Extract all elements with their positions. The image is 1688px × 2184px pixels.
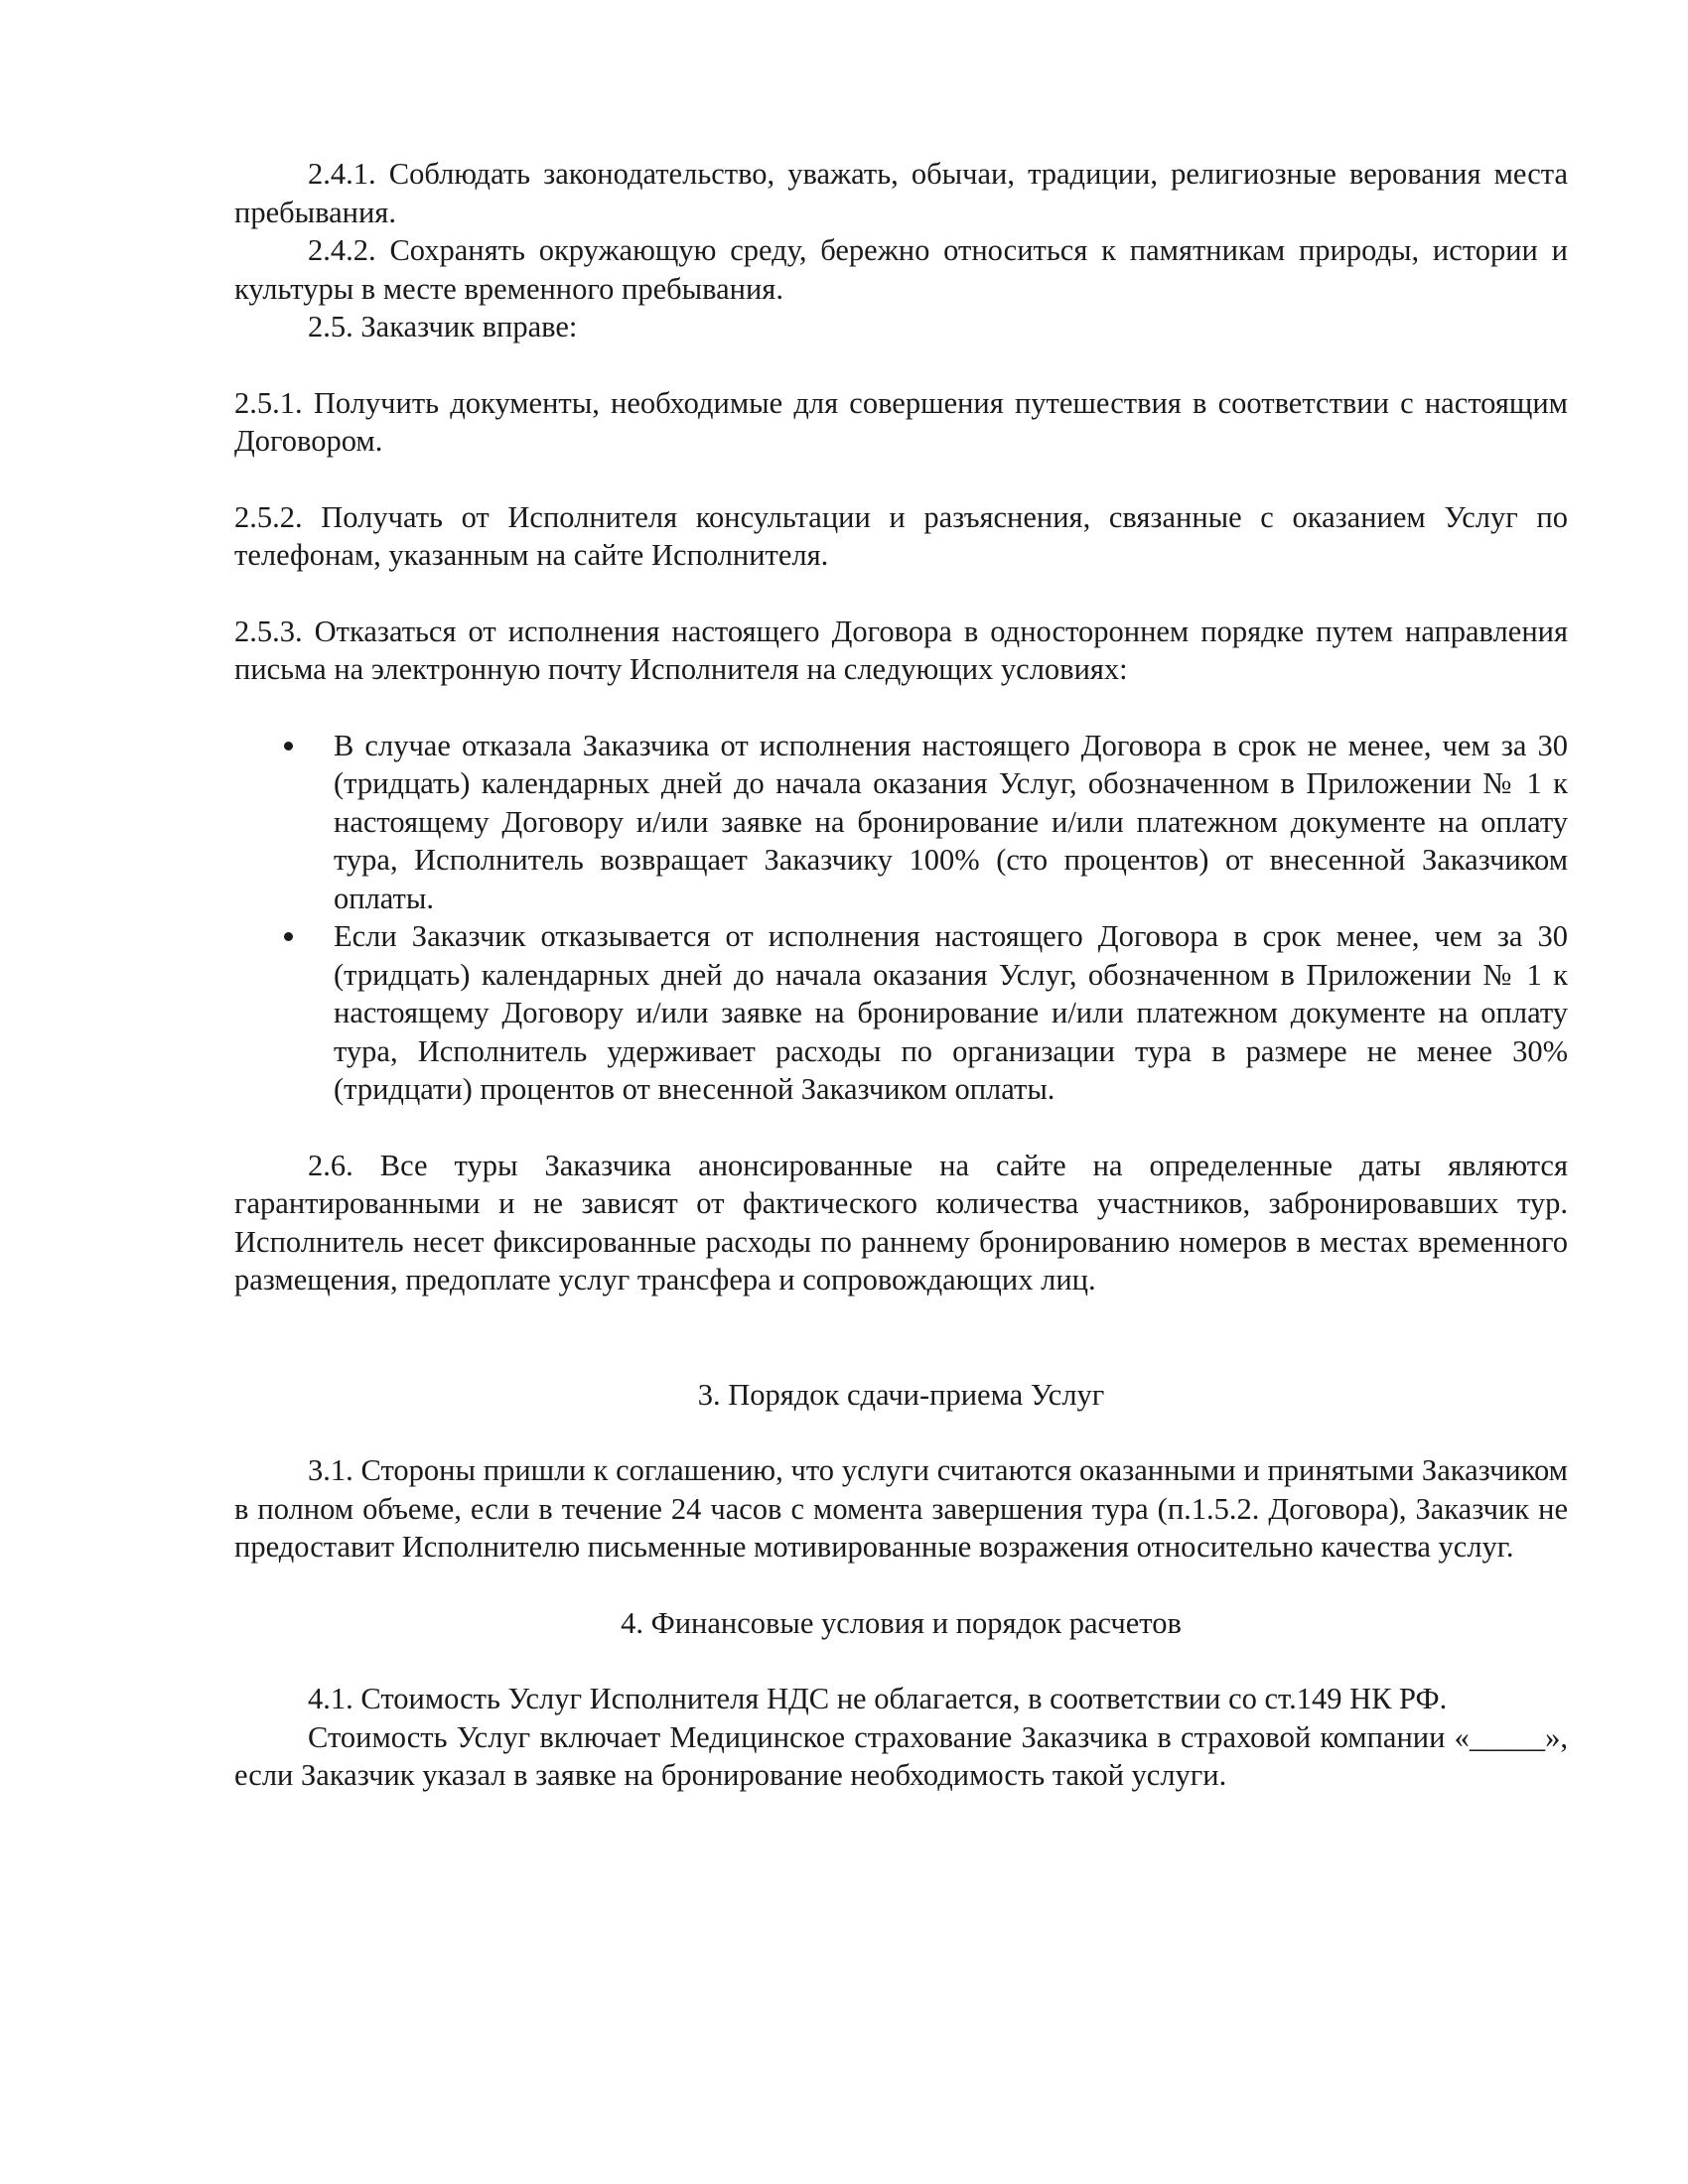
clause-4-1-insurance: Стоимость Услуг включает Медицинское страхование Заказчика в страховой компании «_____», если Заказчик указал в заявке на бронирование необходимость такой услуги. [234, 1719, 1568, 1792]
clause-2-6: 2.6. Все туры Заказчика анонсированные на сайте на определенные даты являются гарантированными и не зависят от фактического количества участников, забронировавших тур. Исполнитель несет фиксированные расходы по раннему бронированию номеров в местах временного размещения, предоплате услуг трансфера и сопровождающих лиц. [234, 1148, 1568, 1297]
list-item-text: В случае отказала Заказчика от исполнения настоящего Договора в срок не менее, чем за 30 (тридцать) календарных дней до начала оказания Услуг, обозначенном в Приложении № 1 к настоящему Договору и/или заявке на бронирование и/или платежном документе на оплату тура, Исполнитель возвращает Заказчику 100% (сто процентов) от внесенной Заказчиком оплаты. [334, 728, 1568, 915]
clause-2-5-2: 2.5.2. Получать от Исполнителя консультации и разъяснения, связанные с оказанием Услуг по телефонам, указанным на сайте Исполнителя. [234, 499, 1568, 572]
clause-4-1: 4.1. Стоимость Услуг Исполнителя НДС не облагается, в соответствии со ст.149 НК РФ. [308, 1682, 1448, 1715]
clause-2-4-1: 2.4.1. Соблюдать законодательство, уважать, обычаи, традиции, религиозные верования места пребывания. [234, 157, 1568, 229]
list-item-text: Если Заказчик отказывается от исполнения настоящего Договора в срок менее, чем за 30 (тридцать) календарных дней до начала оказания Услуг, обозначенном в Приложении № 1 к настоящему Договору и/или заявке на бронирование и/или платежном документе на оплату тура, Исполнитель удерживает расходы по организации тура в размере не менее 30% (тридцати) процентов от внесенной Заказчиком оплаты. [334, 919, 1568, 1106]
spacer [234, 1414, 1568, 1451]
spacer [234, 1567, 1568, 1604]
spacer [234, 461, 1568, 498]
spacer [234, 346, 1568, 384]
clause-2-5: 2.5. Заказчик вправе: [308, 310, 578, 343]
refund-conditions-list [234, 727, 1568, 1109]
clause-3-1: 3.1. Стороны пришли к соглашению, что услуги считаются оказанными и принятыми Заказчиком в полном объеме, если в течение 24 часов с момента завершения тура (п.1.5.2. Договора), Заказчик не предоставит Исполнителю письменные мотивированные возражения относительно качества услуг. [234, 1453, 1568, 1564]
clause-2-5-1: 2.5.1. Получить документы, необходимые для совершения путешествия в соответствии с настоящим Договором. [234, 385, 1568, 458]
clause-2-5-3: 2.5.3. Отказаться от исполнения настоящего Договора в одностороннем порядке путем направления письма на электронную почту Исполнителя на следующих условиях: [234, 614, 1568, 686]
list-item [234, 917, 1568, 1109]
spacer [234, 689, 1568, 727]
spacer [234, 1109, 1568, 1147]
section-heading-4: 4. Финансовые условия и порядок расчетов [621, 1605, 1182, 1640]
spacer [234, 575, 1568, 613]
clause-2-4-2: 2.4.2. Сохранять окружающую среду, бережно относиться к памятникам природы, истории и культуры в месте временного пребывания. [234, 233, 1568, 306]
section-heading-3: 3. Порядок сдачи-приема Услуг [697, 1377, 1105, 1412]
list-item [234, 727, 1568, 918]
document-page [234, 155, 1568, 1795]
spacer [234, 1642, 1568, 1680]
spacer [234, 1299, 1568, 1376]
